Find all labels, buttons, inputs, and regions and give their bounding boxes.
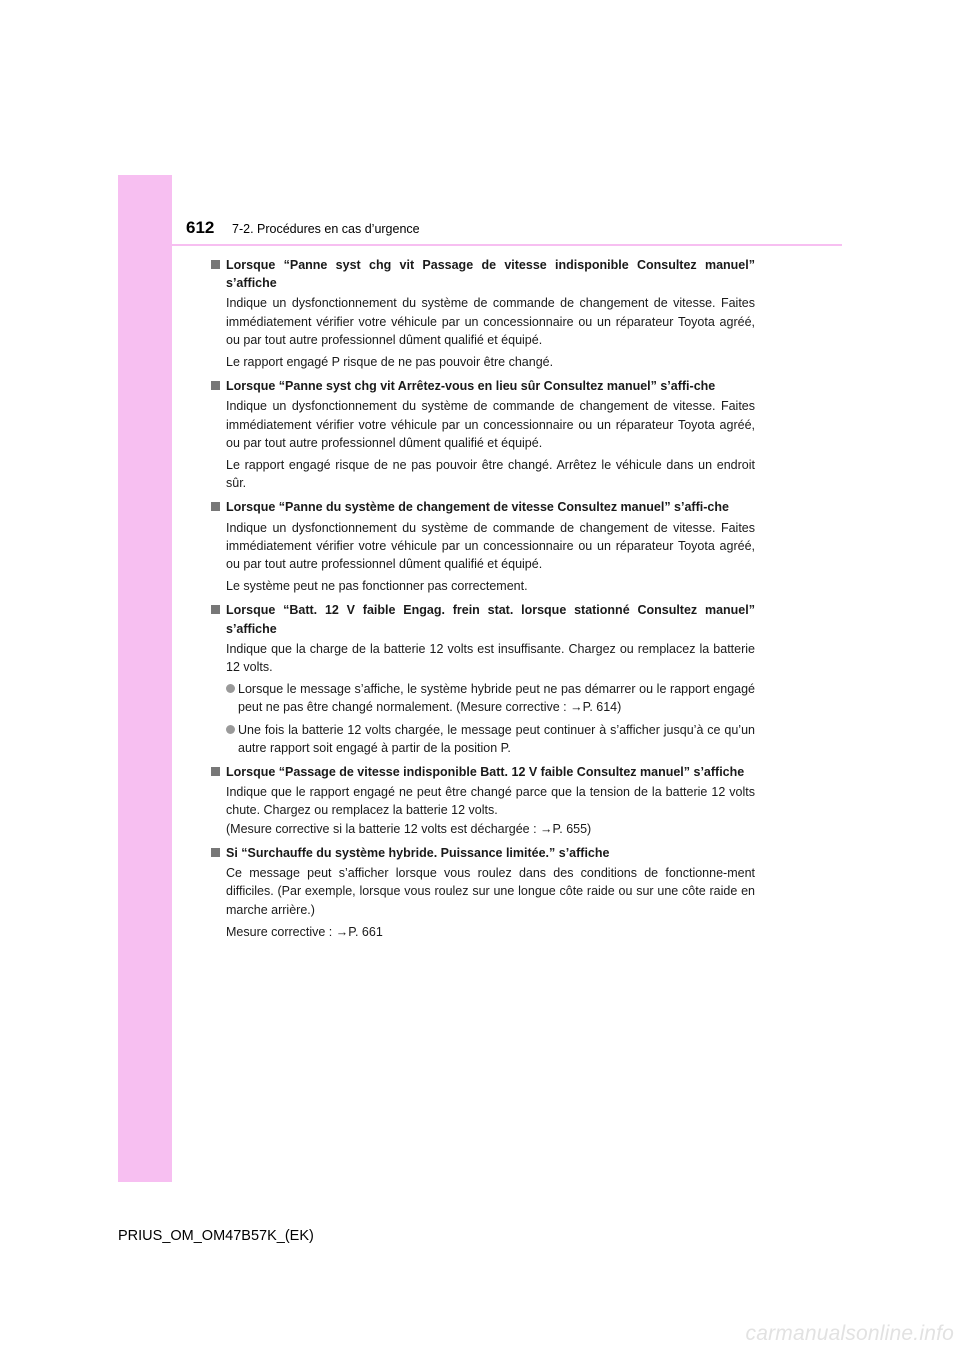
watermark: carmanualsonline.info [745, 1322, 954, 1345]
square-bullet-icon [211, 502, 220, 511]
section-heading-text: Lorsque “Passage de vitesse indisponible Batt. 12 V faible Consultez manuel” s’affiche [226, 765, 745, 780]
list-item-text: Lorsque le message s’affiche, le système hybride peut ne pas démarrer ou le rapport engagé peut ne pas être changé normalement. (Mesure corrective : →P. 614) [238, 682, 755, 715]
square-bullet-icon [211, 848, 220, 857]
square-bullet-icon [211, 767, 220, 776]
paragraph: Indique un dysfonctionnement du système de commande de changement de vitesse. Faites immédiatement vérifier votre véhicule par un concessionnaire ou un réparateur Toyota agréé, ou par tout autre professionnel dûment qualifié et équipé. [226, 296, 755, 347]
paragraph: Indique que la charge de la batterie 12 volts est insuffisante. Chargez ou remplacez la batterie 12 volts. [226, 641, 755, 675]
side-color-band [118, 175, 172, 1182]
paragraph: Le rapport engagé P risque de ne pas pouvoir être changé. [226, 355, 554, 370]
section-heading [210, 601, 755, 637]
list-item [210, 721, 755, 757]
paragraph: Le système peut ne pas fonctionner pas correctement. [226, 579, 528, 594]
page-number: 612 [186, 218, 215, 237]
section-heading-text: Lorsque “Panne syst chg vit Passage de vitesse indisponible Consultez manuel” s’affiche [226, 258, 755, 291]
section-heading [210, 377, 755, 395]
section-heading [210, 498, 755, 516]
section-heading [210, 844, 755, 862]
paragraph: Indique un dysfonctionnement du système de commande de changement de vitesse. Faites immédiatement vérifier votre véhicule par un concessionnaire ou un réparateur Toyota agréé, ou par tout autre professionnel dûment qualifié et équipé. [226, 520, 755, 572]
section-heading-text: Lorsque “Panne syst chg vit Arrêtez-vous en lieu sûr Consultez manuel” s’affi-che [226, 379, 716, 394]
paragraph: (Mesure corrective si la batterie 12 volts est déchargée : →P. 655) [226, 821, 592, 836]
list-item [210, 680, 755, 716]
paragraph: Le rapport engagé risque de ne pas pouvoir être changé. Arrêtez le véhicule dans un endroit sûr. [226, 458, 755, 491]
section-heading-text: Si “Surchauffe du système hybride. Puissance limitée.” s’affiche [226, 845, 610, 860]
main-content [210, 256, 755, 941]
paragraph: Indique que le rapport engagé ne peut être changé parce que la tension de la batterie 12 volts chute. Chargez ou remplacez la batterie 12 volts. [226, 785, 755, 818]
paragraph: Ce message peut s’afficher lorsque vous roulez dans des conditions de fonctionne-ment difficiles. (Par exemple, lorsque vous roulez sur une longue côte raide ou sur une côte raide en marche arrière.) [226, 866, 755, 917]
paragraph: Mesure corrective : →P. 661 [226, 924, 383, 939]
square-bullet-icon [211, 381, 220, 390]
section-heading-text: Lorsque “Panne du système de changement de vitesse Consultez manuel” s’affi-che [226, 500, 729, 515]
circle-bullet-icon [226, 725, 235, 734]
document-footer-code: PRIUS_OM_OM47B57K_(EK) [118, 1228, 314, 1244]
circle-bullet-icon [226, 684, 235, 693]
square-bullet-icon [211, 605, 220, 614]
header-rule [172, 244, 842, 246]
section-title: 7-2. Procédures en cas d’urgence [232, 222, 420, 236]
list-item-text: Une fois la batterie 12 volts chargée, le message peut continuer à s’afficher jusqu’à ce qu’un autre rapport soit engagé à partir de la position P. [238, 722, 755, 755]
section-heading [210, 256, 755, 292]
section-heading [210, 763, 755, 781]
square-bullet-icon [211, 260, 220, 269]
paragraph: Indique un dysfonctionnement du système de commande de changement de vitesse. Faites immédiatement vérifier votre véhicule par un concessionnaire ou un réparateur Toyota agréé, ou par tout autre professionnel dûment qualifié et équipé. [226, 399, 755, 450]
section-heading-text: Lorsque “Batt. 12 V faible Engag. frein stat. lorsque stationné Consultez manuel” s’affiche [226, 603, 755, 636]
